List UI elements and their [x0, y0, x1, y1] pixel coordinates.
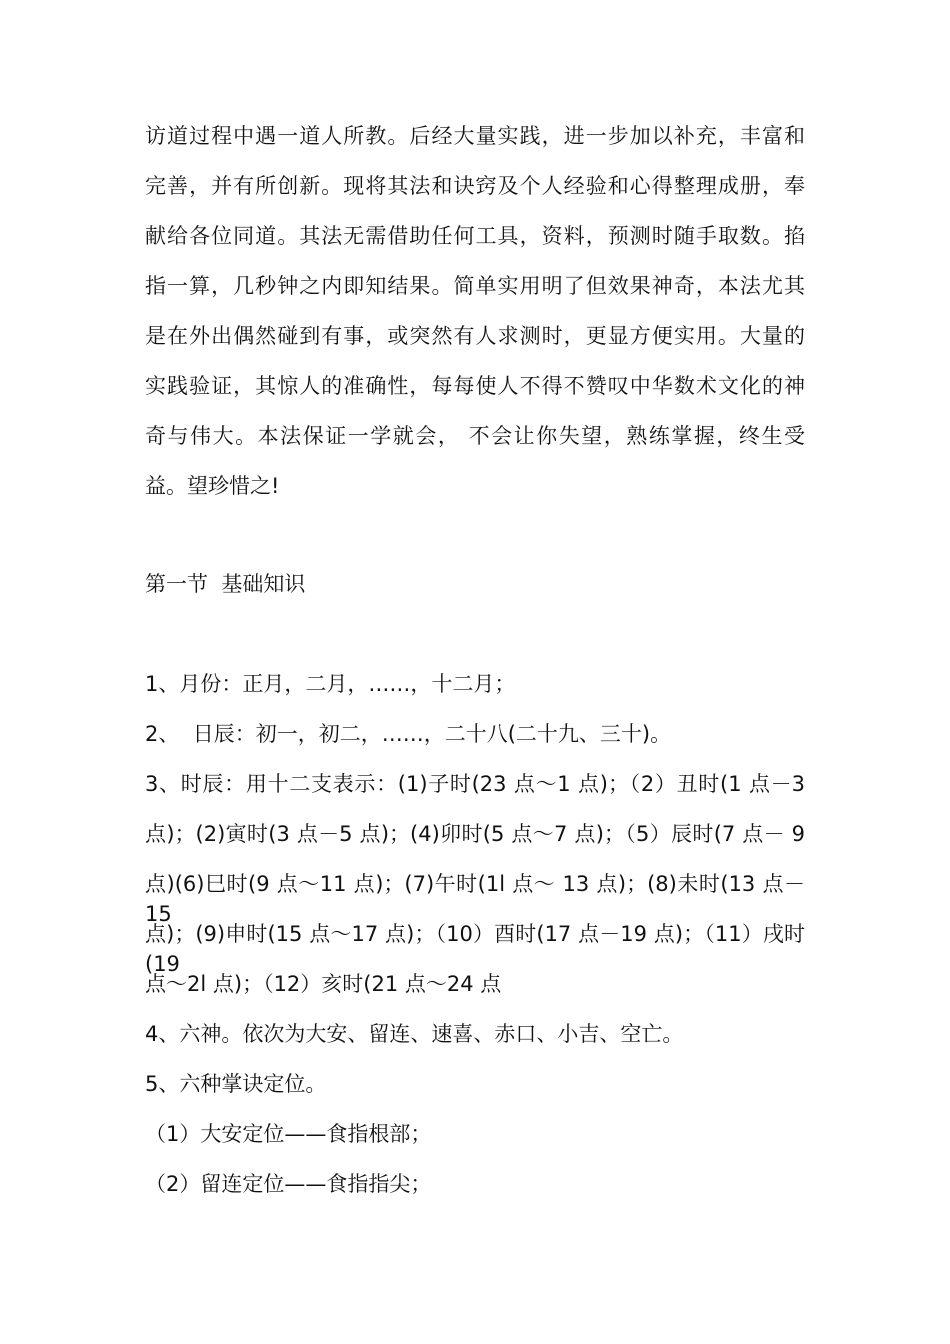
section-title: 第一节 基础知识 — [145, 572, 306, 596]
intro-line-4: 指一算，几秒钟之内即知结果。简单实用明了但效果神奇，本法尤其 — [145, 274, 805, 298]
list-item-days: 2、 日辰：初一，初二，……，二十八(二十九、三十)。 — [145, 722, 672, 746]
intro-line-8: 益。望珍惜之! — [145, 474, 280, 498]
list-item-hours-line-2: 点)；(2)寅时(3 点－5 点)；(4)卯时(5 点～7 点)；（5）辰时(7 点－ 9 — [145, 822, 805, 846]
list-item-hours-line-3: 点)(6)巳时(9 点～11 点)；(7)午时(1l 点～ 13 点)；(8)未时(13 点－15 — [145, 872, 805, 926]
list-item-liulian-position: （2）留连定位——食指指尖； — [145, 1172, 432, 1196]
list-item-palm-positions: 5、六种掌诀定位。 — [145, 1072, 327, 1096]
intro-line-6: 实践验证，其惊人的准确性，每每使人不得不赞叹中华数术文化的神 — [145, 374, 805, 398]
intro-line-5: 是在外出偶然碰到有事，或突然有人求测时，更显方便实用。大量的 — [145, 324, 805, 348]
list-item-daan-position: （1）大安定位——食指根部； — [145, 1122, 432, 1146]
intro-line-7: 奇与伟大。本法保证一学就会， 不会让你失望，熟练掌握，终生受 — [145, 424, 805, 448]
intro-line-1: 访道过程中遇一道人所教。后经大量实践，进一步加以补充，丰富和 — [145, 124, 805, 148]
intro-line-2: 完善，并有所创新。现将其法和诀窍及个人经验和心得整理成册，奉 — [145, 174, 805, 198]
list-item-months: 1、月份：正月，二月，……，十二月； — [145, 672, 516, 696]
list-item-hours-line-1: 3、时辰：用十二支表示：(1)子时(23 点～1 点)；（2）丑时(1 点－3 — [145, 772, 805, 796]
list-item-hours-line-5: 点～2l 点)；（12）亥时(21 点～24 点 — [145, 972, 502, 996]
list-item-six-gods: 4、六神。依次为大安、留连、速喜、赤口、小吉、空亡。 — [145, 1022, 684, 1046]
intro-line-3: 献给各位同道。其法无需借助任何工具，资料，预测时随手取数。掐 — [145, 224, 805, 248]
list-item-hours-line-4: 点)；(9)申时(15 点～17 点)；（10）酉时(17 点－19 点)；（11）戌时(19 — [145, 922, 805, 976]
